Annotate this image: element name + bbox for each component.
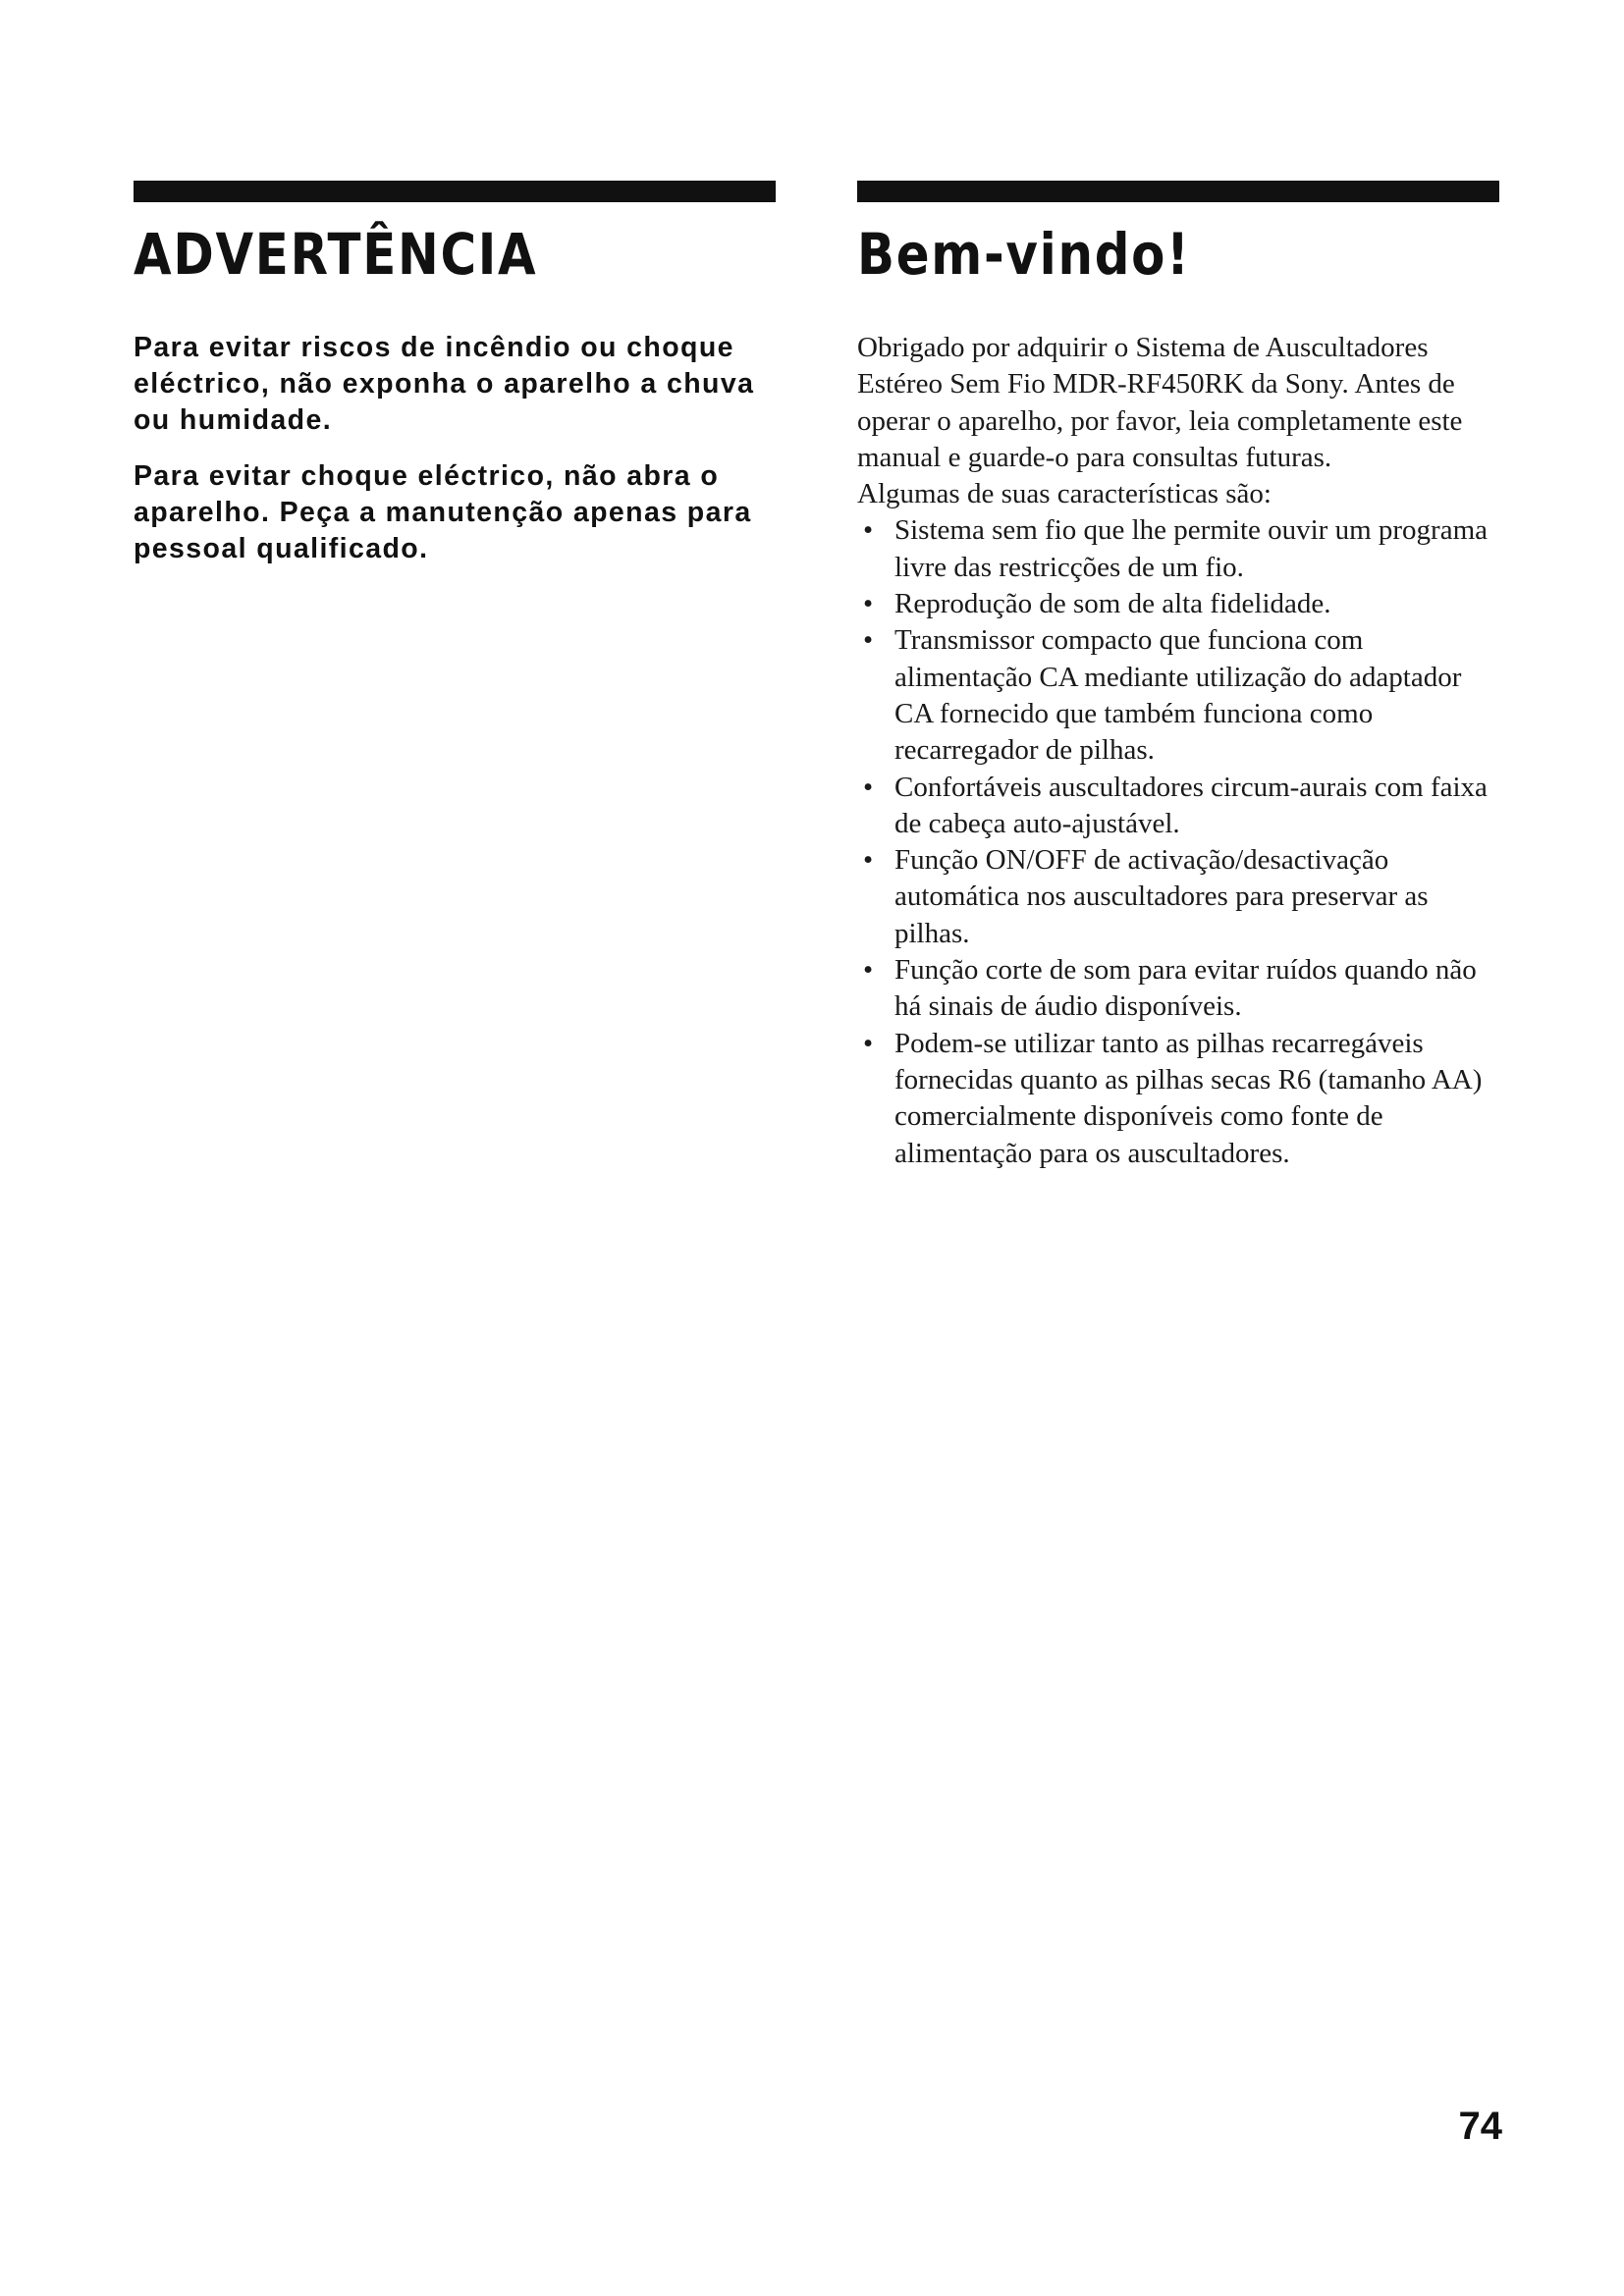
- feature-item: [857, 512, 1505, 586]
- bullet-icon: •: [863, 588, 874, 620]
- bullet-icon: •: [863, 844, 874, 877]
- bullet-icon: •: [863, 771, 874, 803]
- warning-text-block: [134, 330, 782, 587]
- feature-text: Função corte de som para evitar ruídos quando não há sinais de áudio disponíveis.: [894, 954, 1477, 1023]
- feature-item: [857, 1026, 1505, 1172]
- feature-item: [857, 586, 1505, 622]
- welcome-text-block: [857, 330, 1505, 1172]
- section-rule-left: [134, 181, 776, 202]
- feature-text: Transmissor compacto que funciona com alimentação CA mediante utilização do adaptador CA fornecido que também funciona como recarregador de pilhas.: [894, 624, 1462, 767]
- warning-paragraph: Para evitar riscos de incêndio ou choque eléctrico, não exponha o aparelho a chuva ou humidade.: [134, 332, 755, 436]
- bullet-icon: •: [863, 954, 874, 987]
- bullet-icon: •: [863, 1027, 874, 1059]
- warning-paragraph: Para evitar choque eléctrico, não abra o aparelho. Peça a manutenção apenas para pessoal qualificado.: [134, 460, 752, 564]
- bullet-icon: •: [863, 624, 874, 657]
- features-lead: Algumas de suas características são:: [857, 478, 1272, 510]
- features-list: [857, 512, 1505, 1171]
- intro-paragraph: Obrigado por adquirir o Sistema de Auscultadores Estéreo Sem Fio MDR-RF450RK da Sony. Antes de operar o aparelho, por favor, leia completamente este manual e guarde-o para consultas futuras.: [857, 332, 1463, 473]
- feature-text: Reprodução de som de alta fidelidade.: [894, 588, 1331, 620]
- feature-item: [857, 842, 1505, 952]
- feature-text: Sistema sem fio que lhe permite ouvir um programa livre das restricções de um fio.: [894, 514, 1489, 583]
- feature-item: [857, 952, 1505, 1026]
- page-number: 74: [1458, 2105, 1502, 2148]
- feature-text: Confortáveis auscultadores circum-aurais com faixa de cabeça auto-ajustável.: [894, 771, 1488, 839]
- bullet-icon: •: [863, 514, 874, 547]
- feature-text: Função ON/OFF de activação/desactivação automática nos auscultadores para preservar as pilhas.: [894, 844, 1429, 949]
- feature-item: [857, 622, 1505, 769]
- feature-text: Podem-se utilizar tanto as pilhas recarregáveis fornecidas quanto as pilhas secas R6 (tamanho AA) comercialmente disponíveis como fonte de alimentação para os auscultadores.: [894, 1027, 1483, 1169]
- welcome-heading: Bem-vindo!: [857, 221, 1191, 288]
- feature-item: [857, 770, 1505, 843]
- warning-heading: ADVERTÊNCIA: [134, 221, 538, 288]
- section-rule-right: [857, 181, 1499, 202]
